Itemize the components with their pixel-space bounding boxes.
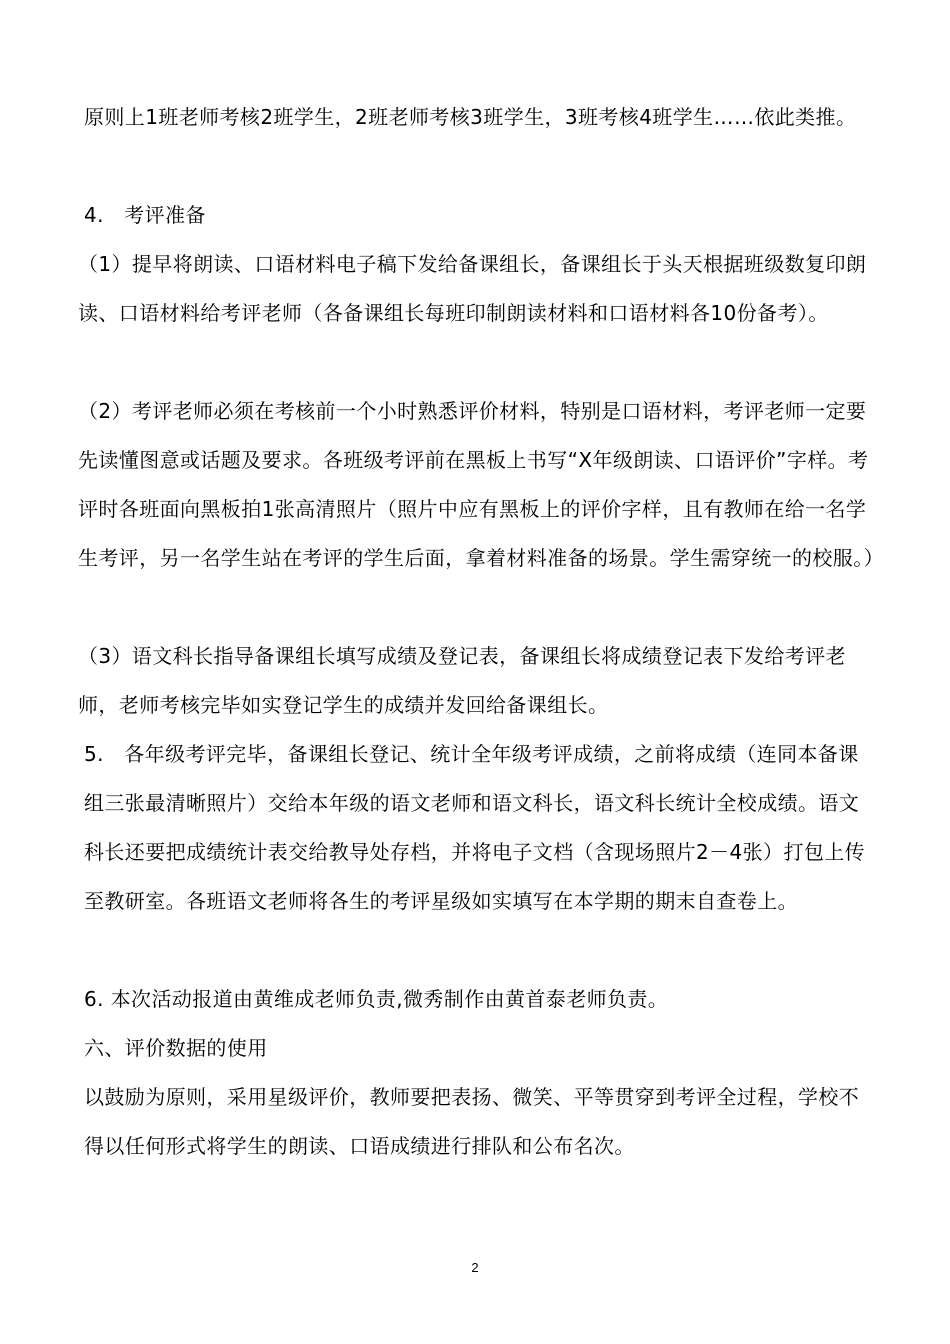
paragraph-item-6: 6. 本次活动报道由黄维成老师负责,微秀制作由黄首泰老师负责。 (84, 987, 669, 1011)
paragraph-class-assignment: 原则上1班老师考核2班学生，2班老师考核3班学生，3班考核4班学生……依此类推。 (84, 105, 857, 129)
paragraph-step-2: （2）考评老师必须在考核前一个小时熟悉评价材料，特别是口语材料，考评老师一定要先读懂图意或话题及要求。各班级考评前在黑板上书写“X年级朗读、口语评价”字样。考评时各班面向黑板拍1张高清照片（照片中应有黑板上的评价字样，且有教师在给一名学生考评，另一名学生站在考评的学生后面，拿着材料准备的场景。学生需穿统一的校服。） (78, 399, 884, 570)
paragraph-item-5: 5. 各年级考评完毕，备课组长登记、统计全年级考评成绩，之前将成绩（连同本备课组三张最清晰照片）交给本年级的语文老师和语文科长，语文科长统计全校成绩。语文科长还要把成绩统计表交给教导处存档，并将电子文档（含现场照片2－4张）打包上传至教研室。各班语文老师将各生的考评星级如实填写在本学期的期末自查卷上。 (84, 742, 866, 913)
paragraph-data-usage: 以鼓励为原则，采用星级评价，教师要把表扬、微笑、平等贯穿到考评全过程，学校不得以任何形式将学生的朗读、口语成绩进行排队和公布名次。 (84, 1085, 860, 1158)
heading-section-six: 六、评价数据的使用 (84, 1036, 268, 1060)
heading-evaluation-preparation: 4. 考评准备 (84, 203, 206, 227)
paragraph-step-1: （1）提早将朗读、口语材料电子稿下发给备课组长，备课组长于头天根据班级数复印朗读、口语材料给考评老师（各备课组长每班印制朗读材料和口语材料各10份备考）。 (78, 252, 867, 325)
page-number: 2 (471, 1260, 479, 1275)
paragraph-step-3: （3）语文科长指导备课组长填写成绩及登记表，备课组长将成绩登记表下发给考评老师，老师考核完毕如实登记学生的成绩并发回给备课组长。 (78, 644, 846, 717)
